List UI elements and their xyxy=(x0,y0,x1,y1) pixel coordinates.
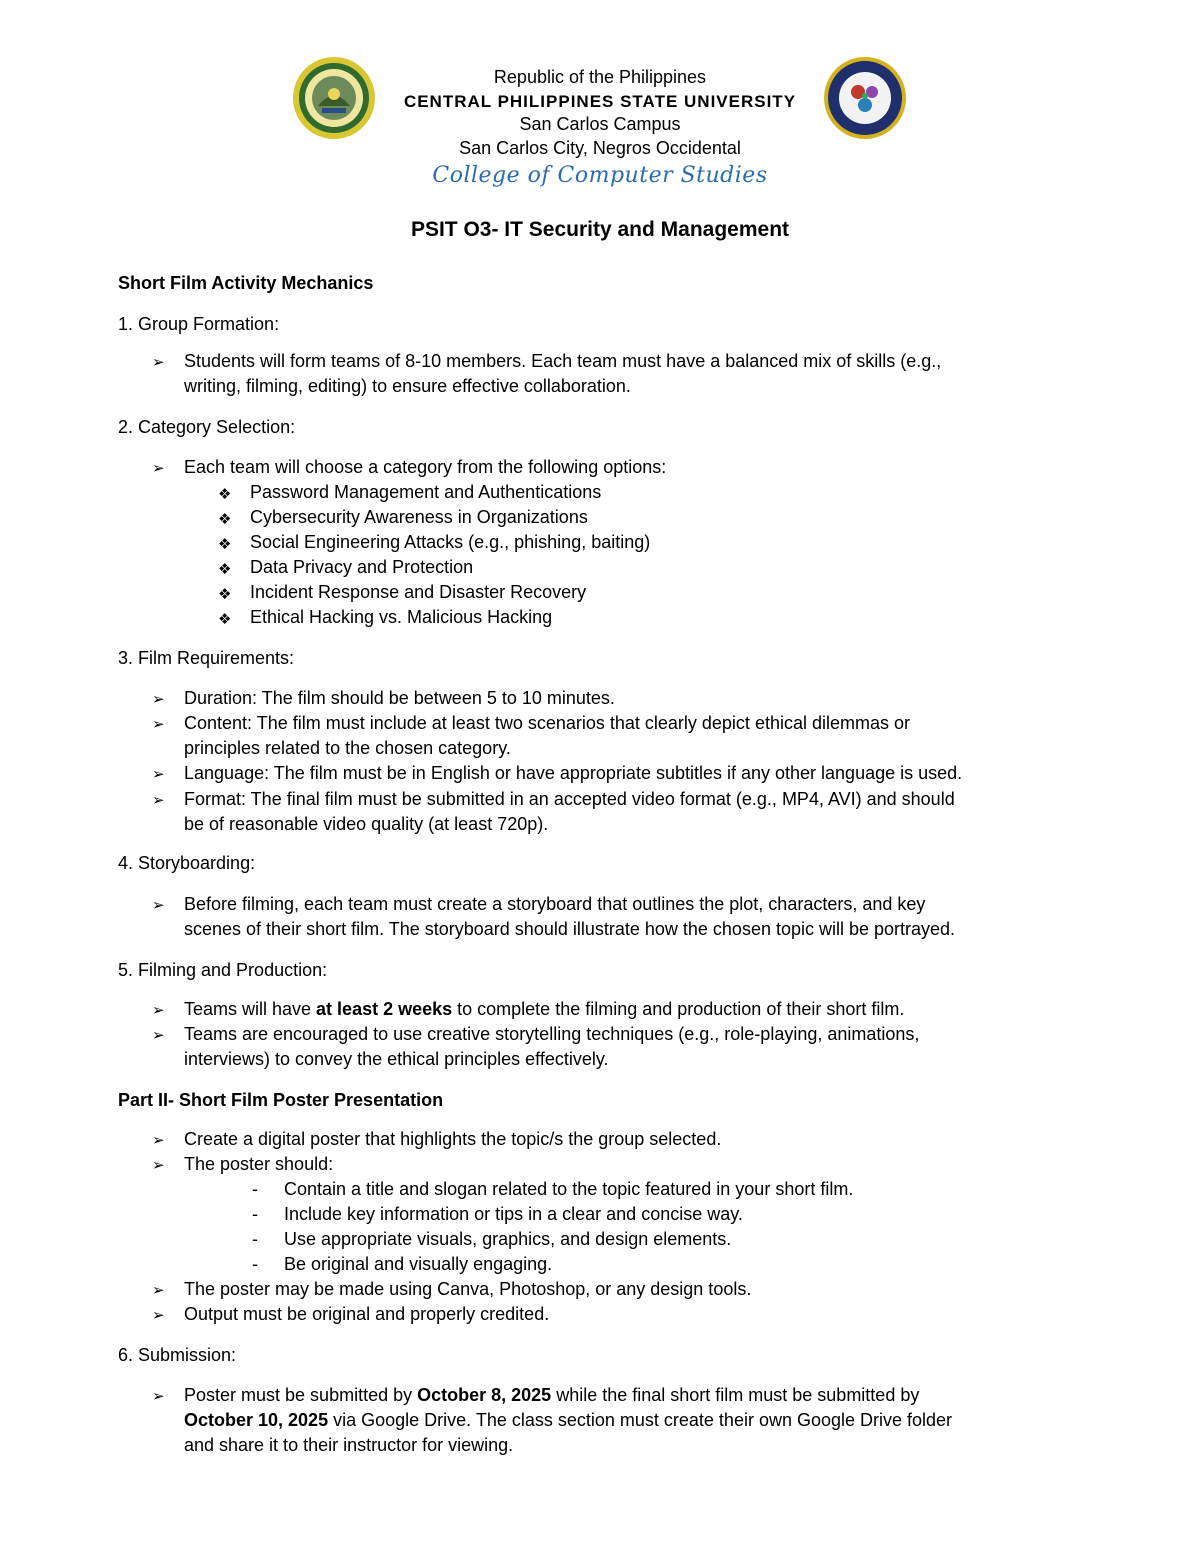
deadline-date: October 8, 2025 xyxy=(417,1385,552,1405)
sub-bullet-text: Use appropriate visuals, graphics, and design elements. xyxy=(284,1229,732,1249)
section-heading: 4. Storyboarding: xyxy=(118,853,256,873)
bullet-text: Each team will choose a category from the following options: xyxy=(184,457,667,477)
arrow-bullet-icon: ➢ xyxy=(152,460,165,477)
section-heading: 5. Filming and Production: xyxy=(118,960,328,980)
category-option: Incident Response and Disaster Recovery xyxy=(250,582,587,602)
diamond-bullet-icon: ❖ xyxy=(218,561,232,578)
bullet-text: Create a digital poster that highlights the topic/s the group selected. xyxy=(184,1129,722,1149)
emphasis-text: at least 2 weeks xyxy=(316,999,453,1019)
category-option: Data Privacy and Protection xyxy=(250,557,474,577)
bullet-text: Language: The film must be in English or have appropriate subtitles if any other language is used. xyxy=(184,763,963,783)
mechanics-heading: Short Film Activity Mechanics xyxy=(118,273,374,293)
arrow-bullet-icon: ➢ xyxy=(152,1027,165,1044)
bullet-text-cont: be of reasonable video quality (at least 720p). xyxy=(184,814,549,834)
bullet-text: Output must be original and properly credited. xyxy=(184,1304,550,1324)
arrow-bullet-icon: ➢ xyxy=(152,1132,165,1149)
sub-bullet-text: Contain a title and slogan related to the topic featured in your short film. xyxy=(284,1179,854,1199)
category-option: Password Management and Authentications xyxy=(250,482,602,502)
diamond-bullet-icon: ❖ xyxy=(218,586,232,603)
section-heading: 1. Group Formation: xyxy=(118,314,280,334)
diamond-bullet-icon: ❖ xyxy=(218,611,232,628)
arrow-bullet-icon: ➢ xyxy=(152,1282,165,1299)
bullet-text-cont: October 10, 2025 via Google Drive. The class section must create their own Google Drive folder xyxy=(184,1410,953,1430)
section-heading: 2. Category Selection: xyxy=(118,417,296,437)
bullet-text-cont: interviews) to convey the ethical principles effectively. xyxy=(184,1049,609,1069)
bullet-text: Students will form teams of 8-10 members. Each team must have a balanced mix of skills (e.g., xyxy=(184,351,942,371)
arrow-bullet-icon: ➢ xyxy=(152,1157,165,1174)
diamond-bullet-icon: ❖ xyxy=(218,536,232,553)
campus-line: San Carlos Campus xyxy=(519,114,681,134)
sub-bullet-text: Be original and visually engaging. xyxy=(284,1254,553,1274)
category-option: Ethical Hacking vs. Malicious Hacking xyxy=(250,607,553,627)
dash-bullet: - xyxy=(252,1254,258,1274)
bullet-text: Teams will have at least 2 weeks to complete the filming and production of their short film. xyxy=(184,999,905,1019)
part2-heading: Part II- Short Film Poster Presentation xyxy=(118,1090,444,1110)
section-heading: 3. Film Requirements: xyxy=(118,648,295,668)
category-option: Social Engineering Attacks (e.g., phishing, baiting) xyxy=(250,532,651,552)
dash-bullet: - xyxy=(252,1229,258,1249)
arrow-bullet-icon: ➢ xyxy=(152,766,165,783)
document-title: PSIT O3- IT Security and Management xyxy=(410,218,790,241)
bullet-text: Content: The film must include at least two scenarios that clearly depict ethical dilemmas or xyxy=(184,713,910,733)
sub-bullet-text: Include key information or tips in a clear and concise way. xyxy=(284,1204,743,1224)
college-name: College of Computer Studies xyxy=(432,163,768,188)
arrow-bullet-icon: ➢ xyxy=(152,1388,165,1405)
bullet-text: Format: The final film must be submitted in an accepted video format (e.g., MP4, AVI) and should xyxy=(184,789,955,809)
arrow-bullet-icon: ➢ xyxy=(152,691,165,708)
bullet-text: Poster must be submitted by October 8, 2025 while the final short film must be submitted by xyxy=(184,1385,920,1405)
category-option: Cybersecurity Awareness in Organizations xyxy=(250,507,588,527)
bullet-text: The poster should: xyxy=(184,1154,334,1174)
bullet-text-cont: and share it to their instructor for viewing. xyxy=(184,1435,514,1455)
arrow-bullet-icon: ➢ xyxy=(152,792,165,809)
arrow-bullet-icon: ➢ xyxy=(152,354,165,371)
arrow-bullet-icon: ➢ xyxy=(152,1307,165,1324)
diamond-bullet-icon: ❖ xyxy=(218,511,232,528)
bullet-text: Teams are encouraged to use creative storytelling techniques (e.g., role-playing, animations, xyxy=(184,1024,920,1044)
bullet-text: Duration: The film should be between 5 to 10 minutes. xyxy=(184,688,615,708)
dash-bullet: - xyxy=(252,1179,258,1199)
letterhead xyxy=(0,66,1200,192)
deadline-date: October 10, 2025 xyxy=(184,1410,329,1430)
arrow-bullet-icon: ➢ xyxy=(152,716,165,733)
dash-bullet: - xyxy=(252,1204,258,1224)
bullet-text: The poster may be made using Canva, Photoshop, or any design tools. xyxy=(184,1279,752,1299)
country-line: Republic of the Philippines xyxy=(493,67,707,87)
bullet-text-cont: principles related to the chosen category. xyxy=(184,738,511,758)
university-name: CENTRAL PHILIPPINES STATE UNIVERSITY xyxy=(403,91,797,111)
bullet-text-cont: scenes of their short film. The storyboard should illustrate how the chosen topic will be portrayed. xyxy=(184,919,956,939)
diamond-bullet-icon: ❖ xyxy=(218,486,232,503)
arrow-bullet-icon: ➢ xyxy=(152,1002,165,1019)
city-line: San Carlos City, Negros Occidental xyxy=(459,137,741,158)
section-heading: 6. Submission: xyxy=(118,1345,237,1365)
bullet-text-cont: writing, filming, editing) to ensure effective collaboration. xyxy=(184,376,631,396)
bullet-text: Before filming, each team must create a storyboard that outlines the plot, characters, and key xyxy=(184,894,926,914)
arrow-bullet-icon: ➢ xyxy=(152,897,165,914)
